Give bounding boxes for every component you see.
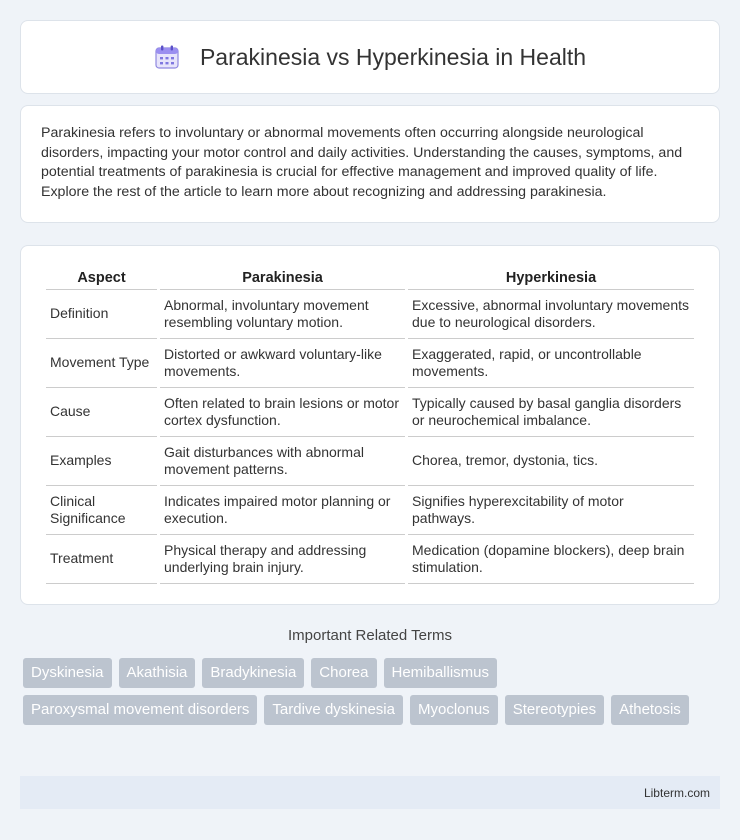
header-hyperkinesia: Hyperkinesia <box>408 264 694 290</box>
aspect-cell: Definition <box>46 290 157 339</box>
intro-text: Parakinesia refers to involuntary or abnormal movements often occurring alongside neurological disorders, impacting your motor control and daily activities. Understanding the causes, symptoms, and potential treatments of parakinesia is crucial for effective management and improved quality of life. Explore the rest of the article to learn more about recognizing and addressing parakinesia. <box>41 125 683 200</box>
comparison-table-card <box>20 245 720 605</box>
footer <box>20 776 720 809</box>
hyperkinesia-cell: Chorea, tremor, dystonia, tics. <box>408 437 694 486</box>
tag-paroxysmal-movement-disorders[interactable]: Paroxysmal movement disorders <box>23 695 257 725</box>
hyperkinesia-cell: Typically caused by basal ganglia disorders or neurochemical imbalance. <box>408 388 694 437</box>
aspect-cell: Clinical Significance <box>46 486 157 535</box>
table-row <box>46 290 694 339</box>
parakinesia-cell: Often related to brain lesions or motor cortex dysfunction. <box>160 388 405 437</box>
hyperkinesia-cell: Medication (dopamine blockers), deep brain stimulation. <box>408 535 694 584</box>
tag-athetosis[interactable]: Athetosis <box>611 695 689 725</box>
table-row <box>46 339 694 388</box>
parakinesia-cell: Gait disturbances with abnormal movement patterns. <box>160 437 405 486</box>
tag-tardive-dyskinesia[interactable]: Tardive dyskinesia <box>264 695 403 725</box>
intro-card <box>20 105 720 223</box>
parakinesia-cell: Physical therapy and addressing underlying brain injury. <box>160 535 405 584</box>
tag-akathisia[interactable]: Akathisia <box>119 658 196 688</box>
parakinesia-cell: Abnormal, involuntary movement resembling voluntary motion. <box>160 290 405 339</box>
aspect-cell: Treatment <box>46 535 157 584</box>
header-parakinesia: Parakinesia <box>160 264 405 290</box>
parakinesia-cell: Indicates impaired motor planning or execution. <box>160 486 405 535</box>
aspect-cell: Examples <box>46 437 157 486</box>
table-header-row <box>46 264 694 290</box>
tag-bradykinesia[interactable]: Bradykinesia <box>202 658 304 688</box>
comparison-table <box>43 264 697 584</box>
table-row <box>46 535 694 584</box>
table-row <box>46 437 694 486</box>
hyperkinesia-cell: Excessive, abnormal involuntary movements due to neurological disorders. <box>408 290 694 339</box>
parakinesia-cell: Distorted or awkward voluntary-like movements. <box>160 339 405 388</box>
tag-stereotypies[interactable]: Stereotypies <box>505 695 604 725</box>
header-card <box>20 20 720 94</box>
tag-dyskinesia[interactable]: Dyskinesia <box>23 658 112 688</box>
aspect-cell: Movement Type <box>46 339 157 388</box>
calendar-icon <box>154 44 180 70</box>
related-terms-title: Important Related Terms <box>288 627 452 644</box>
table-row <box>46 486 694 535</box>
table-row <box>46 388 694 437</box>
page-title: Parakinesia vs Hyperkinesia in Health <box>199 43 587 70</box>
aspect-cell: Cause <box>46 388 157 437</box>
footer-site-link[interactable]: Libterm.com <box>643 785 710 800</box>
header-aspect: Aspect <box>46 264 157 290</box>
hyperkinesia-cell: Signifies hyperexcitability of motor pathways. <box>408 486 694 535</box>
hyperkinesia-cell: Exaggerated, rapid, or uncontrollable movements. <box>408 339 694 388</box>
tag-hemiballismus[interactable]: Hemiballismus <box>384 658 498 688</box>
related-terms-list <box>23 658 723 725</box>
tag-myoclonus[interactable]: Myoclonus <box>410 695 498 725</box>
tag-chorea[interactable]: Chorea <box>311 658 376 688</box>
